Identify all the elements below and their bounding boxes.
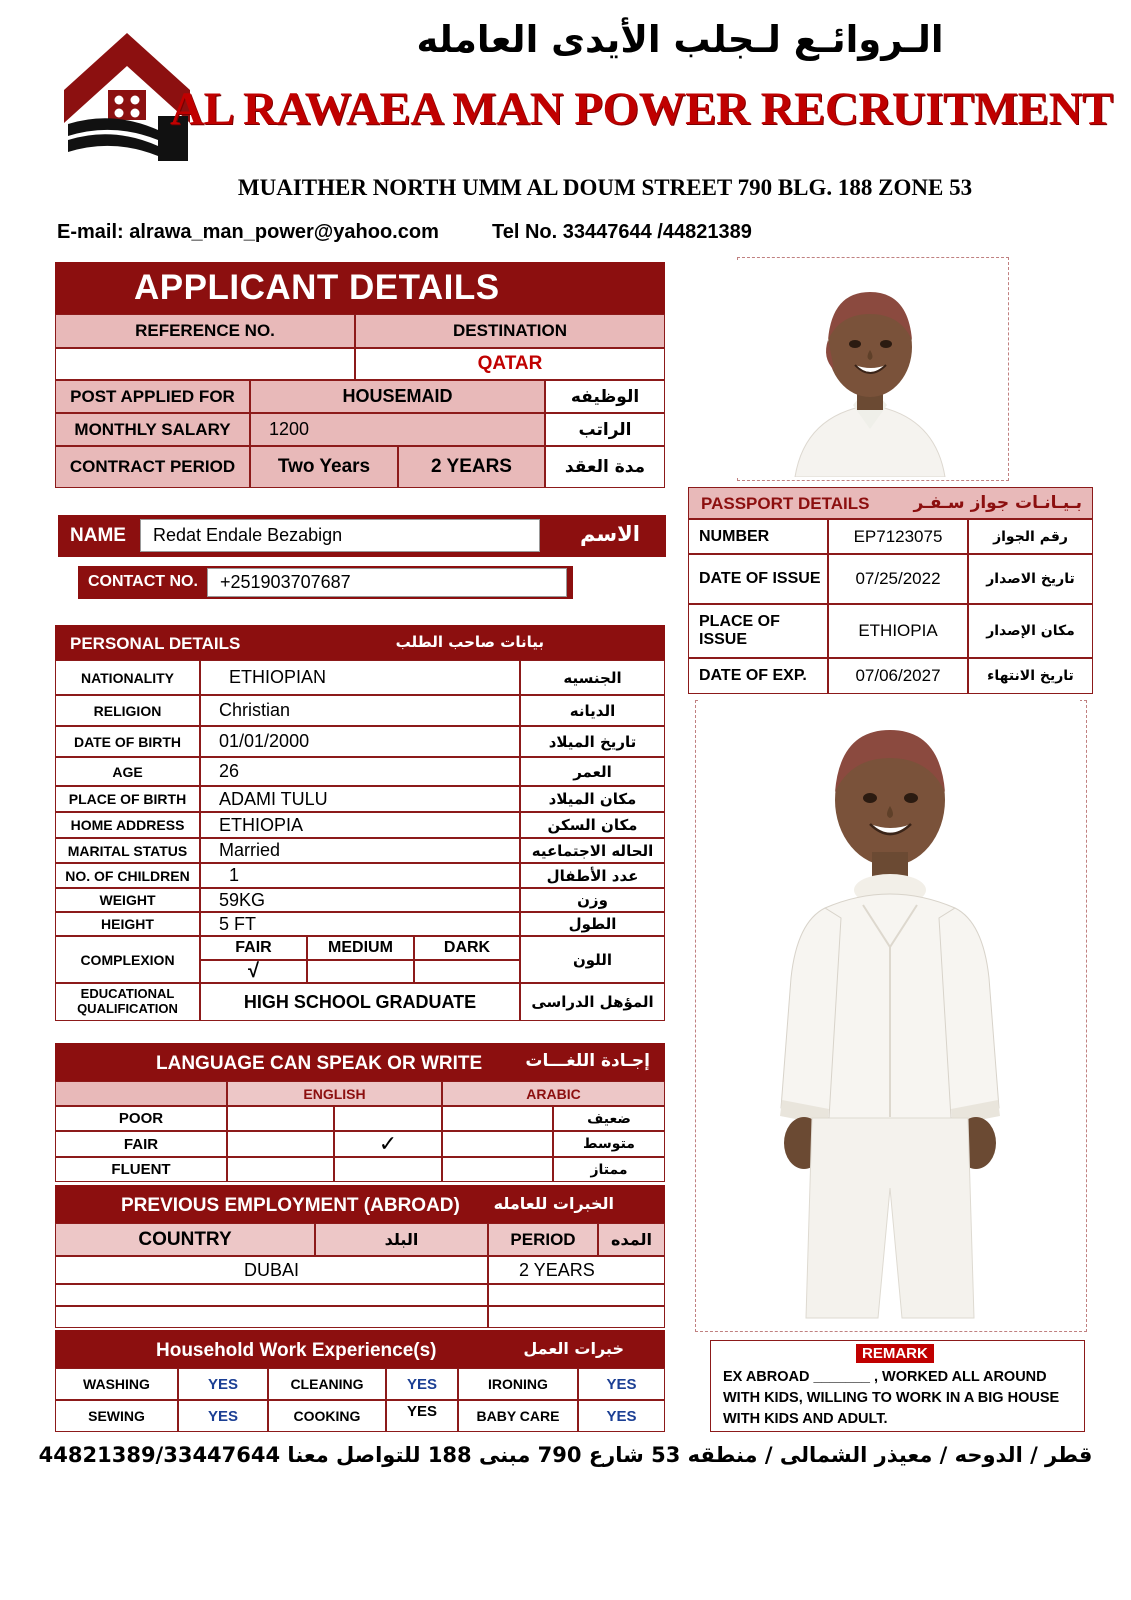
employment-row-3-country[interactable]: [55, 1306, 488, 1328]
home-address-value[interactable]: ETHIOPIA: [200, 812, 520, 838]
previous-employment-title-ar: الخبرات للعامله: [493, 1194, 614, 1213]
previous-employment-header: [55, 1185, 665, 1223]
company-telephone: Tel No. 33447644 /44821389: [492, 221, 752, 243]
name-label: NAME: [70, 525, 126, 546]
applicant-details-banner: APPLICANT DETAILS: [55, 262, 665, 314]
personal-details-title-ar: بيانات صاحب الطلب: [395, 633, 544, 651]
weight-label: WEIGHT: [55, 888, 200, 912]
education-value[interactable]: HIGH SCHOOL GRADUATE: [200, 983, 520, 1021]
complexion-mark-medium[interactable]: [307, 960, 414, 983]
language-poor-arabic-mark[interactable]: [442, 1106, 553, 1131]
age-label: AGE: [55, 757, 200, 786]
household-cleaning-value[interactable]: YES: [386, 1368, 458, 1400]
place-of-birth-label-ar: مكان الميلاد: [520, 786, 665, 812]
household-cleaning-label: CLEANING: [268, 1368, 386, 1400]
passport-place-of-issue-label-ar: مكان الإصدار: [968, 604, 1093, 658]
employment-row-2-period[interactable]: [488, 1284, 665, 1306]
contract-period-label-ar: مدة العقد: [545, 446, 665, 488]
education-label: EDUCATIONAL QUALIFICATION: [55, 983, 200, 1021]
household-cooking-label: COOKING: [268, 1400, 386, 1432]
footer-contact: قطر / الدوحه / معيذر الشمالى / منطقه 53 شارع 790 مبنى 188 للتواصل معنا 44821389/33447644: [38, 1443, 1093, 1467]
contract-period-label: CONTRACT PERIOD: [55, 446, 250, 488]
household-sewing-value[interactable]: YES: [178, 1400, 268, 1432]
household-sewing-label: SEWING: [55, 1400, 178, 1432]
age-value[interactable]: 26: [200, 757, 520, 786]
complexion-option-fair: FAIR: [200, 936, 307, 960]
remark-text: EX ABROAD _______ , WORKED ALL AROUND WITH KIDS, WILLING TO WORK IN A BIG HOUSE WITH KIDS AND ADULT.: [723, 1369, 1060, 1428]
language-level-fair: FAIR: [55, 1131, 227, 1157]
email-label: E-mail:: [57, 221, 124, 243]
remark-box: [710, 1340, 1085, 1432]
passport-date-of-issue-label-ar: تاريخ الاصدار: [968, 554, 1093, 604]
language-title: LANGUAGE CAN SPEAK OR WRITE: [156, 1053, 483, 1074]
language-title-ar: إجـادة اللغـــات: [525, 1051, 650, 1071]
language-col-arabic: ARABIC: [442, 1081, 665, 1106]
language-poor-english-mark[interactable]: [227, 1106, 334, 1131]
complexion-label: COMPLEXION: [55, 936, 200, 983]
monthly-salary-value[interactable]: 1200: [250, 413, 545, 446]
no-of-children-label: NO. OF CHILDREN: [55, 863, 200, 888]
reference-no-label: REFERENCE NO.: [55, 314, 355, 348]
company-email: [57, 221, 439, 244]
language-level-poor-ar: ضعيف: [553, 1106, 665, 1131]
religion-label-ar: الديانه: [520, 695, 665, 726]
place-of-birth-label: PLACE OF BIRTH: [55, 786, 200, 812]
post-applied-label-ar: الوظيفه: [545, 380, 665, 413]
passport-date-of-exp-label: DATE OF EXP.: [688, 658, 828, 694]
household-washing-value[interactable]: YES: [178, 1368, 268, 1400]
column-country: COUNTRY: [55, 1223, 315, 1256]
contact-no-label: CONTACT NO.: [88, 573, 198, 590]
complexion-mark-dark[interactable]: [414, 960, 520, 983]
contact-no-value[interactable]: +251903707687: [207, 568, 567, 597]
passport-details-title: PASSPORT DETAILS: [701, 494, 870, 513]
date-of-birth-label-ar: تاريخ الميلاد: [520, 726, 665, 757]
personal-details-title: PERSONAL DETAILS: [70, 634, 241, 653]
complexion-label-ar: اللون: [520, 936, 665, 983]
language-fair-english-mark[interactable]: [227, 1131, 334, 1157]
household-baby-care-label: BABY CARE: [458, 1400, 578, 1432]
passport-date-of-issue-value[interactable]: 07/25/2022: [828, 554, 968, 604]
language-poor-english-mark-2[interactable]: [334, 1106, 442, 1131]
language-fluent-arabic-mark[interactable]: [442, 1157, 553, 1182]
complexion-option-dark: DARK: [414, 936, 520, 960]
household-title-ar: خبرات العمل: [523, 1339, 624, 1358]
employment-row-2-country[interactable]: [55, 1284, 488, 1306]
remark-title: REMARK: [856, 1344, 934, 1363]
contract-period-value-1[interactable]: Two Years: [250, 446, 398, 488]
company-arabic-title: الـروائـع لـجلب الأيدى العامله: [416, 18, 944, 61]
place-of-birth-value[interactable]: ADAMI TULU: [200, 786, 520, 812]
language-fluent-english-mark[interactable]: [227, 1157, 334, 1182]
passport-place-of-issue-label: PLACE OF ISSUE: [688, 604, 828, 658]
passport-date-of-exp-label-ar: تاريخ الانتهاء: [968, 658, 1093, 694]
reference-no-value[interactable]: [55, 348, 355, 380]
passport-number-label-ar: رقم الجواز: [968, 519, 1093, 554]
language-header: [55, 1043, 665, 1081]
language-col-english: ENGLISH: [227, 1081, 442, 1106]
household-cooking-value[interactable]: YES: [386, 1400, 458, 1432]
personal-details-header: [55, 625, 665, 660]
language-level-fluent-ar: ممتاز: [553, 1157, 665, 1182]
monthly-salary-label-ar: الراتب: [545, 413, 665, 446]
post-applied-value[interactable]: HOUSEMAID: [250, 380, 545, 413]
column-period-ar: المده: [598, 1223, 665, 1256]
education-label-ar: المؤهل الدراسى: [520, 983, 665, 1021]
date-of-birth-value[interactable]: 01/01/2000: [200, 726, 520, 757]
height-label: HEIGHT: [55, 912, 200, 936]
household-ironing-label: IRONING: [458, 1368, 578, 1400]
language-blank-corner: [55, 1081, 227, 1106]
household-ironing-value[interactable]: YES: [578, 1368, 665, 1400]
destination-value[interactable]: QATAR: [355, 348, 665, 380]
language-level-fair-ar: متوسط: [553, 1131, 665, 1157]
height-value[interactable]: 5 FT: [200, 912, 520, 936]
household-title: Household Work Experience(s): [156, 1340, 437, 1361]
household-header: [55, 1330, 665, 1368]
passport-date-of-exp-value[interactable]: 07/06/2027: [828, 658, 968, 694]
post-applied-label: POST APPLIED FOR: [55, 380, 250, 413]
nationality-label: NATIONALITY: [55, 660, 200, 695]
language-fair-arabic-mark[interactable]: ✓: [334, 1131, 442, 1157]
company-name: AL RAWAEA MAN POWER RECRUITMENT: [170, 83, 1113, 135]
contract-period-value-2[interactable]: 2 YEARS: [398, 446, 545, 488]
applicant-full-photo: [700, 700, 1080, 1325]
passport-number-value[interactable]: EP7123075: [828, 519, 968, 554]
age-label-ar: العمر: [520, 757, 665, 786]
language-level-poor: POOR: [55, 1106, 227, 1131]
email-value: alrawa_man_power@yahoo.com: [129, 221, 439, 243]
complexion-option-medium: MEDIUM: [307, 936, 414, 960]
religion-label: RELIGION: [55, 695, 200, 726]
complexion-mark-fair[interactable]: √: [200, 960, 307, 983]
employment-row-1-period[interactable]: 2 YEARS: [488, 1256, 665, 1284]
date-of-birth-label: DATE OF BIRTH: [55, 726, 200, 757]
marital-status-value[interactable]: Married: [200, 838, 520, 863]
passport-details-header: [688, 487, 1093, 519]
marital-status-label-ar: الحاله الاجتماعيه: [520, 838, 665, 863]
destination-label: DESTINATION: [355, 314, 665, 348]
household-washing-label: WASHING: [55, 1368, 178, 1400]
name-value[interactable]: Redat Endale Bezabign: [140, 519, 540, 552]
language-fluent-english-mark-2[interactable]: [334, 1157, 442, 1182]
home-address-label: HOME ADDRESS: [55, 812, 200, 838]
applicant-head-photo: [735, 262, 1005, 477]
language-level-fluent: FLUENT: [55, 1157, 227, 1182]
employment-row-3-period[interactable]: [488, 1306, 665, 1328]
passport-place-of-issue-value[interactable]: ETHIOPIA: [828, 604, 968, 658]
previous-employment-title: PREVIOUS EMPLOYMENT (ABROAD): [121, 1195, 460, 1216]
household-baby-care-value[interactable]: YES: [578, 1400, 665, 1432]
column-period: PERIOD: [488, 1223, 598, 1256]
language-fair-extra-mark[interactable]: [442, 1131, 553, 1157]
nationality-value[interactable]: ETHIOPIAN: [200, 660, 520, 695]
name-label-ar: الاسم: [580, 522, 640, 546]
company-address: MUAITHER NORTH UMM AL DOUM STREET 790 BLG. 188 ZONE 53: [237, 175, 973, 200]
height-label-ar: الطول: [520, 912, 665, 936]
passport-details-title-ar: بـيـانـات جواز سـفـر: [913, 493, 1082, 513]
religion-value[interactable]: Christian: [200, 695, 520, 726]
no-of-children-label-ar: عدد الأطفال: [520, 863, 665, 888]
marital-status-label: MARITAL STATUS: [55, 838, 200, 863]
no-of-children-value[interactable]: 1: [200, 863, 520, 888]
passport-number-label: NUMBER: [688, 519, 828, 554]
nationality-label-ar: الجنسيه: [520, 660, 665, 695]
employment-row-1-country[interactable]: DUBAI: [55, 1256, 488, 1284]
weight-value[interactable]: 59KG: [200, 888, 520, 912]
column-country-ar: البلد: [315, 1223, 488, 1256]
home-address-label-ar: مكان السكن: [520, 812, 665, 838]
passport-date-of-issue-label: DATE OF ISSUE: [688, 554, 828, 604]
monthly-salary-label: MONTHLY SALARY: [55, 413, 250, 446]
weight-label-ar: وزن: [520, 888, 665, 912]
